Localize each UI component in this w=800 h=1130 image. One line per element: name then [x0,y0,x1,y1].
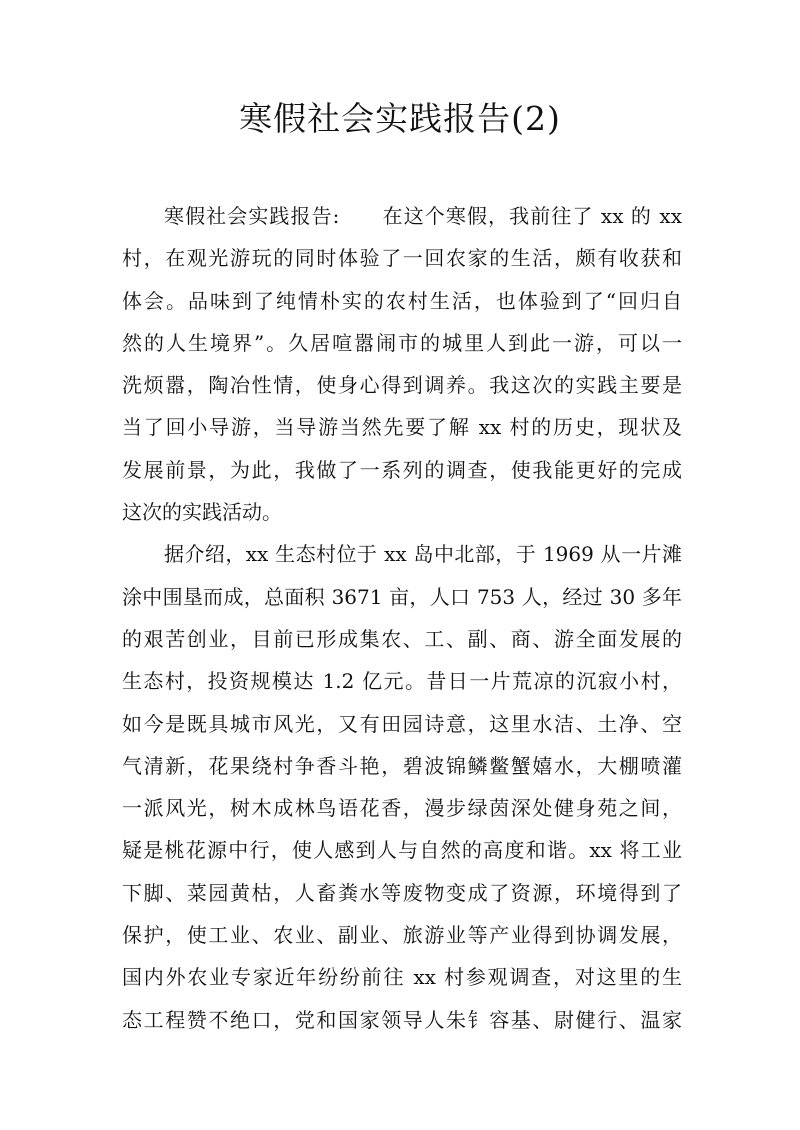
text-line: 保护，使工业、农业、副业、旅游业等产业得到协调发展， [122,923,682,948]
text-line: 国内外农业专家近年纷纷前往 xx 村参观调查，对这里的生 [122,965,682,990]
text-line: 发展前景，为此，我做了一系列的调查，使我能更好的完成 [122,457,682,482]
text-line: 生态村，投资规模达 1.2 亿元。昔日一片荒凉的沉寂小村， [122,669,682,694]
document-body [122,195,682,1041]
paragraph-2 [122,533,682,1041]
document-title: 寒假社会实践报告(2) [239,99,561,138]
text-line: 这次的实践活动。 [122,500,282,525]
text-line: 态工程赞不绝口，党和国家领导人朱钅容基、尉健行、温家 [122,1007,682,1032]
text-line: 寒假社会实践报告: 在这个寒假，我前往了 xx 的 xx [164,204,682,228]
text-line: 一派风光，树木成林鸟语花香，漫步绿茵深处健身苑之间， [122,796,682,821]
text-line: 涂中围垦而成，总面积 3671 亩，人口 753 人，经过 30 多年 [122,584,682,609]
text-line: 的艰苦创业，目前已形成集农、工、副、商、游全面发展的 [122,626,682,651]
text-line: 然的人生境界”。久居喧嚣闹市的城里人到此一游，可以一 [122,330,682,355]
text-line: 下脚、菜园黄枯，人畜粪水等废物变成了资源，环境得到了 [122,880,682,905]
text-line: 洗烦嚣，陶冶性情，使身心得到调养。我这次的实践主要是 [122,373,682,398]
paragraph-1 [122,195,682,533]
text-line: 气清新，花果绕村争香斗艳，碧波锦鳞鳖蟹嬉水，大棚喷灌 [122,753,682,778]
text-line: 体会。品味到了纯情朴实的农村生活，也体验到了“回归自 [122,288,682,313]
text-line: 当了回小导游，当导游当然先要了解 xx 村的历史，现状及 [122,415,682,440]
text-line: 疑是桃花源中行，使人感到人与自然的高度和谐。xx 将工业 [122,838,682,863]
text-line: 如今是既具城市风光，又有田园诗意，这里水洁、土净、空 [122,711,682,736]
text-line: 村，在观光游玩的同时体验了一回农家的生活，颇有收获和 [122,246,682,271]
text-line: 据介绍，xx 生态村位于 xx 岛中北部，于 1969 从一片滩 [164,542,682,567]
